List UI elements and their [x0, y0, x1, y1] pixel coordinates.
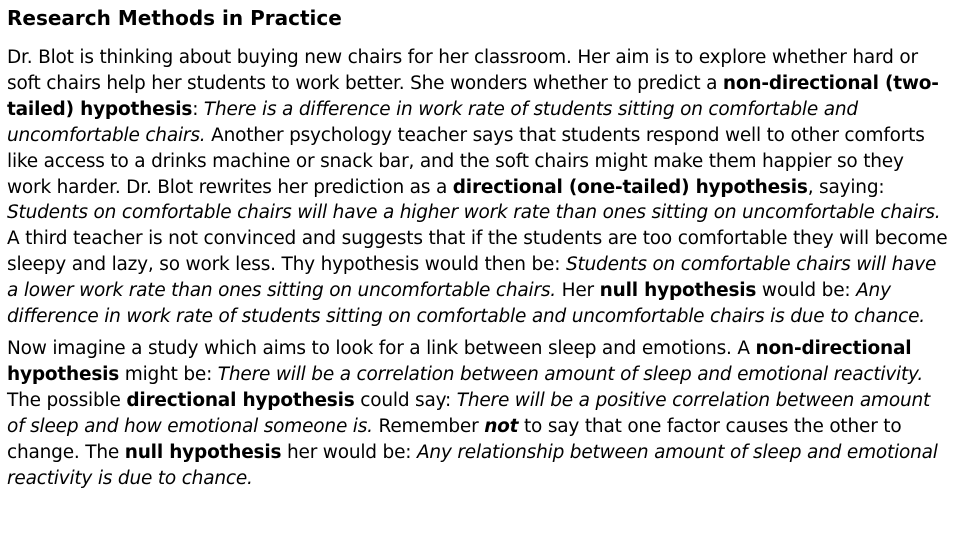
paragraph-chairs-study	[7, 45, 953, 330]
term-directional-hypothesis: directional hypothesis	[126, 389, 355, 411]
text-run: might be:	[119, 363, 218, 385]
term-non-directional-hypothesis: non-directional (two-tailed) hypothesis	[7, 72, 939, 120]
slide-title: Research Methods in Practice	[7, 6, 342, 30]
text-run: Another psychology teacher says that students respond well to other comforts like access to a drinks machine or snack bar, and the soft chairs might make them happier so they work harder. Dr. Blot rewrites her prediction as a	[7, 124, 925, 198]
term-directional-hypothesis: directional (one-tailed) hypothesis	[452, 176, 808, 198]
emphasis-not: not	[484, 415, 519, 437]
example-hypothesis: Any relationship between amount of sleep and emotional reactivity is due to chance.	[7, 441, 938, 489]
text-run: Now imagine a study which aims to look for a link between sleep and emotions. A	[7, 337, 756, 359]
text-run: Her	[555, 280, 600, 302]
paragraph-sleep-study	[7, 336, 953, 491]
term-non-directional-hypothesis: non-directional hypothesis	[7, 337, 912, 385]
text-run: , saying:	[807, 176, 885, 198]
example-hypothesis: There will be a correlation between amount of sleep and emotional reactivity.	[217, 363, 924, 385]
example-hypothesis: There will be a positive correlation between amount of sleep and how emotional someone is.	[7, 389, 931, 437]
text-run: Remember	[372, 415, 485, 437]
term-null-hypothesis: null hypothesis	[124, 441, 282, 463]
text-run: A third teacher is not convinced and suggests that if the students are too comfortable they will become sleepy and lazy, so work less. Thy hypothesis would then be:	[7, 228, 948, 276]
slide-body	[7, 45, 953, 491]
example-hypothesis: Students on comfortable chairs will have a higher work rate than ones sitting on uncomfortable chairs.	[7, 202, 941, 224]
text-run: Dr. Blot is thinking about buying new chairs for her classroom. Her aim is to explore whether hard or soft chairs help her students to work better. She wonders whether to predict a	[7, 47, 918, 94]
example-hypothesis: There is a difference in work rate of students sitting on comfortable and uncomfortable chairs.	[7, 98, 858, 146]
text-run: :	[192, 98, 204, 120]
example-hypothesis: Students on comfortable chairs will have a lower work rate than ones sitting on uncomfortable chairs.	[7, 254, 937, 302]
text-run: would be:	[756, 280, 857, 302]
text-run: could say:	[354, 389, 457, 411]
example-hypothesis: Any difference in work rate of students sitting on comfortable and uncomfortable chairs is due to chance.	[7, 280, 925, 328]
text-run: to say that one factor causes the other to change. The	[7, 415, 902, 463]
text-run: her would be:	[281, 441, 417, 463]
term-null-hypothesis: null hypothesis	[599, 280, 757, 302]
text-run: The possible	[7, 389, 127, 411]
